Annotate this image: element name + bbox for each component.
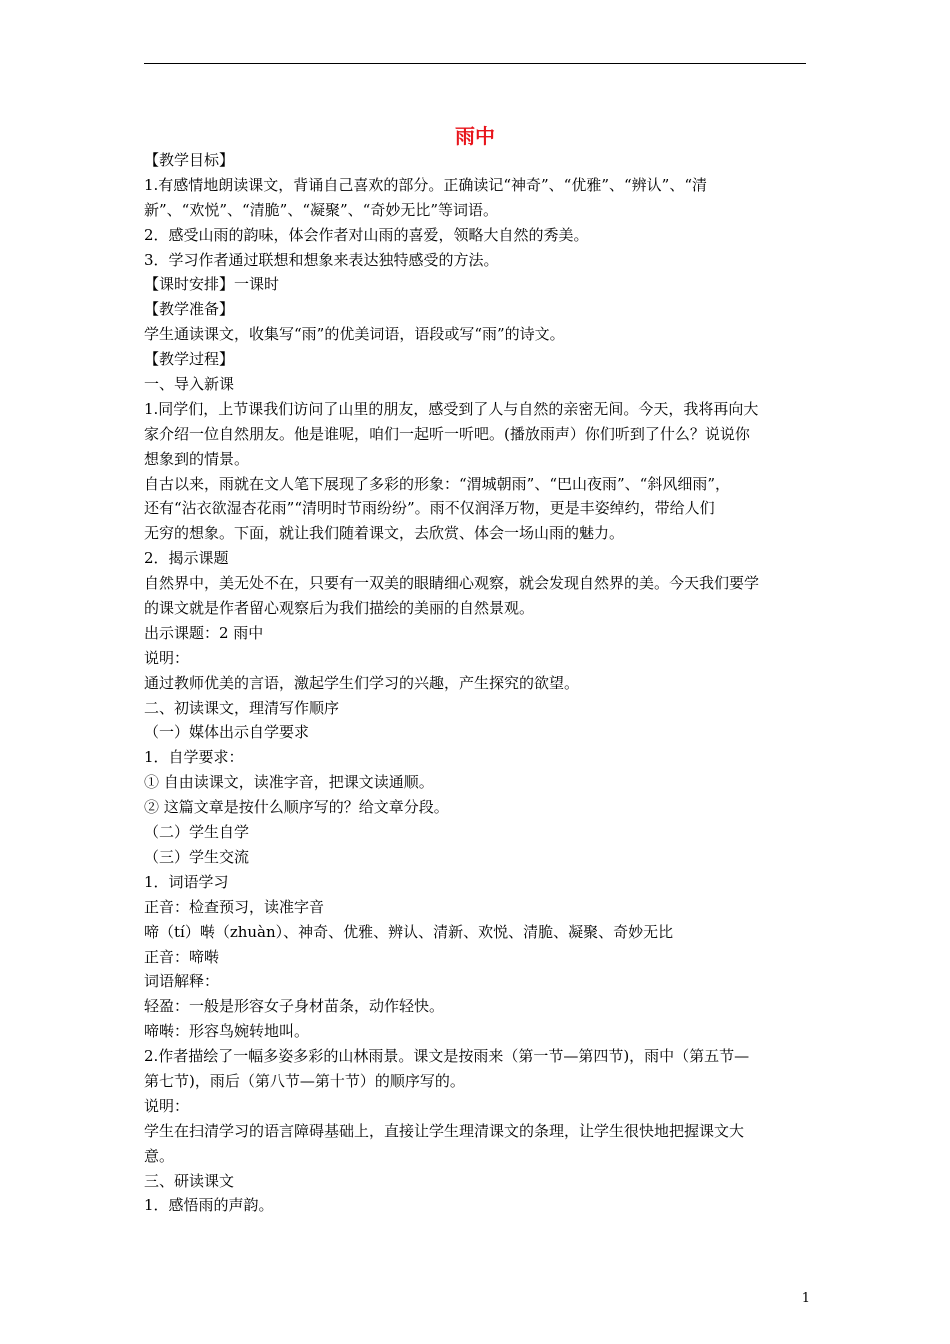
page-number: 1	[801, 1291, 810, 1306]
text-line: 【教学过程】	[144, 350, 235, 369]
text-line: 轻盈：一般是形容女子身材苗条，动作轻快。	[144, 997, 445, 1016]
text-line: 1.同学们，上节课我们访问了山里的朋友，感受到了人与自然的亲密无间。今天，我将再向大	[144, 399, 759, 418]
text-line: 自古以来，雨就在文人笔下展现了多彩的形象：“渭城朝雨”、“巴山夜雨”、“斜风细雨”，	[144, 474, 731, 493]
document-body	[144, 148, 808, 1218]
text-line: 学生在扫清学习的语言障碍基础上，直接让学生理清课文的条理，让学生很快地把握课文大	[144, 1121, 745, 1140]
text-line: 1.有感情地朗读课文，背诵自己喜欢的部分。正确读记“神奇”、“优雅”、“辨认”、“清	[144, 175, 707, 194]
text-line: 还有“沾衣欲湿杏花雨”“清明时节雨纷纷”。雨不仅润泽万物，更是丰姿绰约，带给人们	[144, 499, 715, 518]
text-line: 第七节)，雨后（第八节—第十节）的顺序写的。	[144, 1071, 465, 1090]
text-line: 【教学准备】	[144, 300, 235, 319]
text-line: 家介绍一位自然朋友。他是谁呢，咱们一起听一听吧。(播放雨声）你们听到了什么？说说你	[144, 424, 750, 443]
text-line: 的课文就是作者留心观察后为我们描绘的美丽的自然景观。	[144, 599, 535, 618]
text-line: 1．感悟雨的声韵。	[144, 1196, 274, 1215]
text-line: 学生通读课文，收集写“雨”的优美词语，语段或写“雨”的诗文。	[144, 325, 565, 344]
text-line: 新”、“欢悦”、“清脆”、“凝聚”、“奇妙无比”等词语。	[144, 200, 499, 219]
text-line: 2.作者描绘了一幅多姿多彩的山林雨景。课文是按雨来（第一节—第四节)，雨中（第五节—	[144, 1047, 750, 1066]
text-line: （一）媒体出示自学要求	[144, 723, 310, 742]
header-rule	[144, 63, 806, 64]
text-line: 说明：	[144, 648, 190, 667]
text-line: 【课时安排】一课时	[144, 275, 280, 294]
text-line: 1．词语学习	[144, 872, 229, 891]
text-line: 意。	[144, 1146, 175, 1165]
text-line: 词语解释：	[144, 972, 220, 991]
text-line: 2．揭示课题	[144, 549, 229, 568]
text-line: 二、初读课文，理清写作顺序	[144, 698, 340, 717]
text-line: 无穷的想象。下面，就让我们随着课文，去欣赏、体会一场山雨的魅力。	[144, 524, 625, 543]
text-line: 一、导入新课	[144, 375, 235, 394]
text-line: 1．自学要求：	[144, 748, 244, 767]
text-line: ① 自由读课文，读准字音，把课文读通顺。	[144, 773, 434, 792]
text-line: 正音：啼啭	[144, 947, 220, 966]
text-line: 出示课题：2 雨中	[144, 623, 264, 642]
text-line: 想象到的情景。	[144, 449, 250, 468]
document-title: 雨中	[455, 124, 495, 148]
text-line: （三）学生交流	[144, 847, 250, 866]
text-line: 啼啭：形容鸟婉转地叫。	[144, 1022, 310, 1041]
text-line: 自然界中，美无处不在，只要有一双美的眼睛细心观察，就会发现自然界的美。今天我们要学	[144, 574, 760, 593]
text-line: 说明：	[144, 1096, 190, 1115]
text-line: 【教学目标】	[144, 151, 235, 169]
text-line: 啼（tí）啭（zhuàn）、神奇、优雅、辨认、清新、欢悦、清脆、凝聚、奇妙无比	[144, 922, 674, 941]
text-line: 正音：检查预习，读准字音	[144, 897, 325, 916]
text-line: 三、研读课文	[144, 1171, 235, 1190]
text-line: ② 这篇文章是按什么顺序写的？给文章分段。	[144, 798, 449, 817]
text-line: 3．学习作者通过联想和想象来表达独特感受的方法。	[144, 250, 499, 269]
text-line: 2．感受山雨的韵味，体会作者对山雨的喜爱，领略大自然的秀美。	[144, 225, 589, 244]
text-line: 通过教师优美的言语，激起学生们学习的兴趣，产生探究的欲望。	[144, 673, 580, 692]
text-line: （二）学生自学	[144, 823, 250, 842]
